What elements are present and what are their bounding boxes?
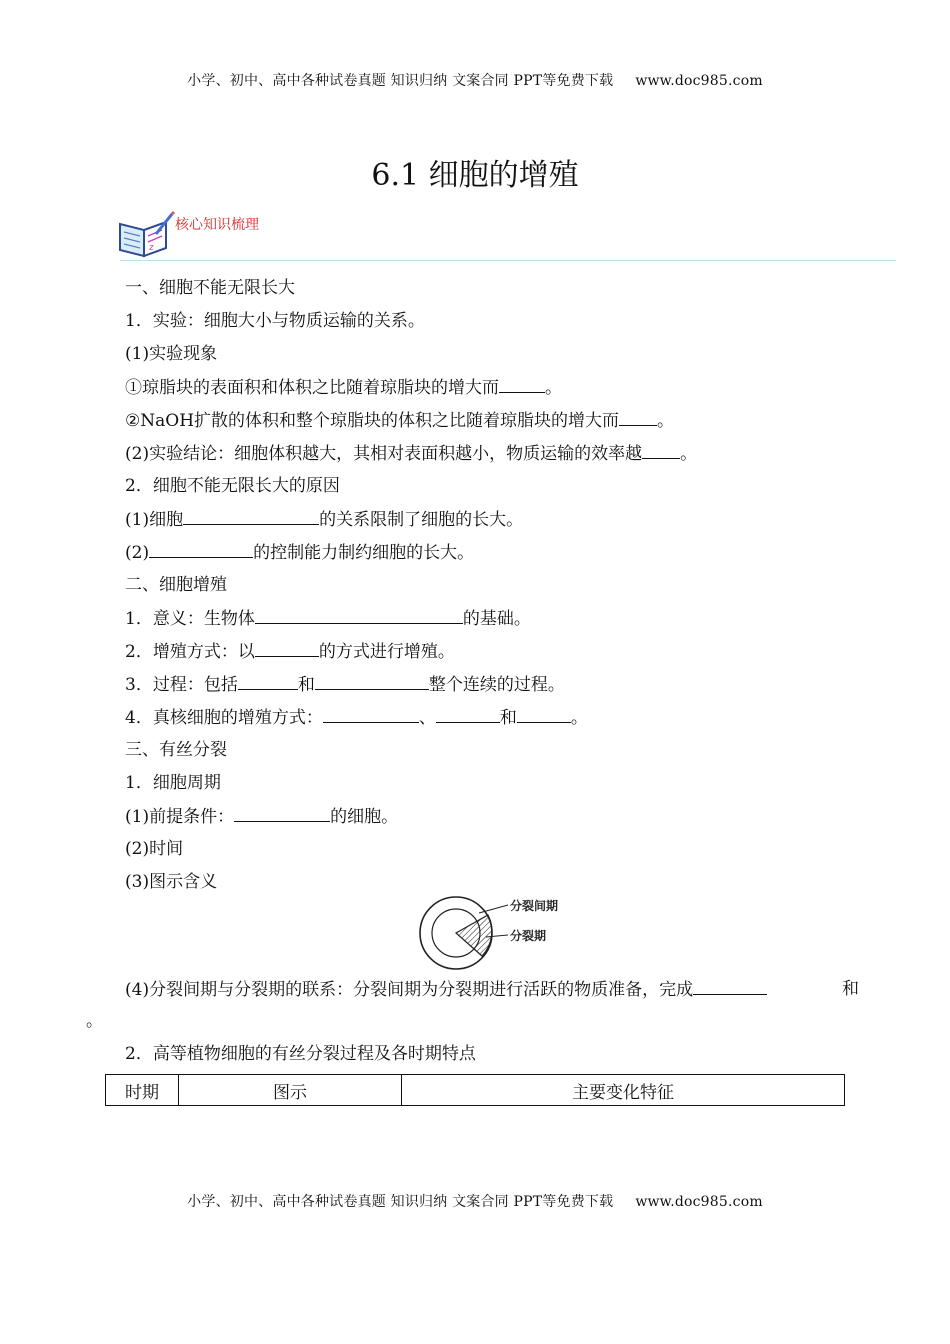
answer-blank[interactable] (619, 404, 657, 426)
text: ②NaOH扩散的体积和整个琼脂块的体积之比随着琼脂块的增大而 (125, 411, 620, 431)
footer-site[interactable]: www.doc985.com (635, 1194, 763, 1210)
para-4 (125, 975, 859, 1004)
label-interphase: 分裂间期 (510, 899, 559, 913)
answer-blank[interactable] (255, 602, 463, 624)
cell-cycle-diagram (416, 893, 576, 973)
text: 和 (499, 708, 517, 728)
line-item (125, 767, 905, 800)
orphan-period: 。 (86, 1011, 103, 1031)
answer-blank[interactable] (499, 371, 545, 393)
answer-blank[interactable] (234, 800, 330, 822)
table-header-cell: 主要变化特征 (402, 1075, 845, 1106)
text: (4)分裂间期与分裂期的联系：分裂间期为分裂期进行活跃的物质准备，完成 (125, 980, 694, 1000)
page-header (0, 70, 950, 90)
table-header-row (106, 1075, 845, 1106)
line-item (125, 371, 905, 404)
header-text: 小学、初中、高中各种试卷真题 知识归纳 文案合同 PPT等免费下载 (187, 73, 614, 89)
line-item (125, 602, 905, 635)
section-divider (120, 260, 896, 261)
table-header-cell: 时期 (106, 1075, 179, 1106)
text: 整个连续的过程。 (428, 675, 565, 695)
line-item (125, 833, 905, 866)
line-heading-1 (125, 272, 905, 305)
line-item (125, 404, 905, 437)
text: 三、有丝分裂 (125, 740, 227, 760)
table-header-cell: 图示 (179, 1075, 402, 1106)
svg-text:z: z (149, 243, 154, 253)
text: 1．细胞周期 (125, 773, 221, 793)
line-item (125, 701, 905, 734)
text: 4．真核细胞的增殖方式： (125, 708, 323, 728)
text: 的控制能力制约细胞的长大。 (253, 543, 475, 563)
line-heading-3 (125, 734, 905, 767)
text: (1)细胞 (125, 510, 184, 530)
text: 一、细胞不能无限长大 (125, 278, 295, 298)
line-item (125, 338, 905, 371)
text: 1．实验：细胞大小与物质运输的关系。 (125, 311, 425, 331)
text: 3．过程：包括 (125, 675, 238, 695)
answer-blank[interactable] (693, 975, 767, 995)
knowledge-lines (125, 272, 905, 899)
answer-blank[interactable] (255, 635, 319, 657)
text: 的关系限制了细胞的长大。 (319, 510, 524, 530)
text: (1)前提条件： (125, 807, 235, 827)
line-item (125, 437, 905, 470)
text: 。 (570, 708, 588, 728)
page-title: 6.1 细胞的增殖 (371, 158, 579, 193)
answer-blank[interactable] (183, 503, 319, 525)
mitosis-table (105, 1074, 845, 1106)
line-item (125, 668, 905, 701)
text: (3)图示含义 (125, 872, 218, 892)
text: 、 (418, 708, 436, 728)
text: 。 (657, 411, 675, 431)
answer-blank[interactable] (323, 701, 419, 723)
answer-blank[interactable] (149, 536, 253, 558)
line-item (125, 503, 905, 536)
line-item (125, 470, 905, 503)
text: ①琼脂块的表面积和体积之比随着琼脂块的增大而 (125, 378, 499, 398)
header-site[interactable]: www.doc985.com (635, 73, 763, 89)
line-item (125, 536, 905, 569)
answer-blank[interactable] (517, 701, 571, 723)
section-heading: 2．高等植物细胞的有丝分裂过程及各时期特点 (125, 1044, 476, 1064)
text: 二、细胞增殖 (125, 575, 227, 595)
text: 的方式进行增殖。 (318, 642, 455, 662)
answer-blank[interactable] (238, 668, 298, 690)
page-footer (0, 1191, 950, 1211)
division-sector (456, 915, 492, 956)
answer-blank[interactable] (436, 701, 500, 723)
text: 。 (545, 378, 562, 398)
line-item (125, 305, 905, 338)
text: (2) (125, 543, 150, 563)
text: 和 (842, 979, 859, 999)
text: 1．意义：生物体 (125, 609, 255, 629)
footer-text: 小学、初中、高中各种试卷真题 知识归纳 文案合同 PPT等免费下载 (187, 1194, 614, 1210)
text: (2)时间 (125, 839, 184, 859)
line-heading-2 (125, 569, 905, 602)
section-label: 核心知识梳理 (175, 217, 259, 233)
answer-blank[interactable] (642, 437, 680, 459)
text: 和 (297, 675, 315, 695)
label-division: 分裂期 (510, 929, 547, 943)
line-item (125, 635, 905, 668)
answer-blank[interactable] (315, 668, 429, 690)
text: 的细胞。 (330, 807, 399, 827)
text: 2．增殖方式：以 (125, 642, 255, 662)
text: 。 (680, 444, 698, 464)
line-item (125, 800, 905, 833)
text: (1)实验现象 (125, 344, 218, 364)
text: 的基础。 (462, 609, 531, 629)
text: 2．细胞不能无限长大的原因 (125, 476, 340, 496)
notebook-icon (116, 210, 176, 258)
text: (2)实验结论：细胞体积越大，其相对表面积越小，物质运输的效率越 (125, 444, 643, 464)
